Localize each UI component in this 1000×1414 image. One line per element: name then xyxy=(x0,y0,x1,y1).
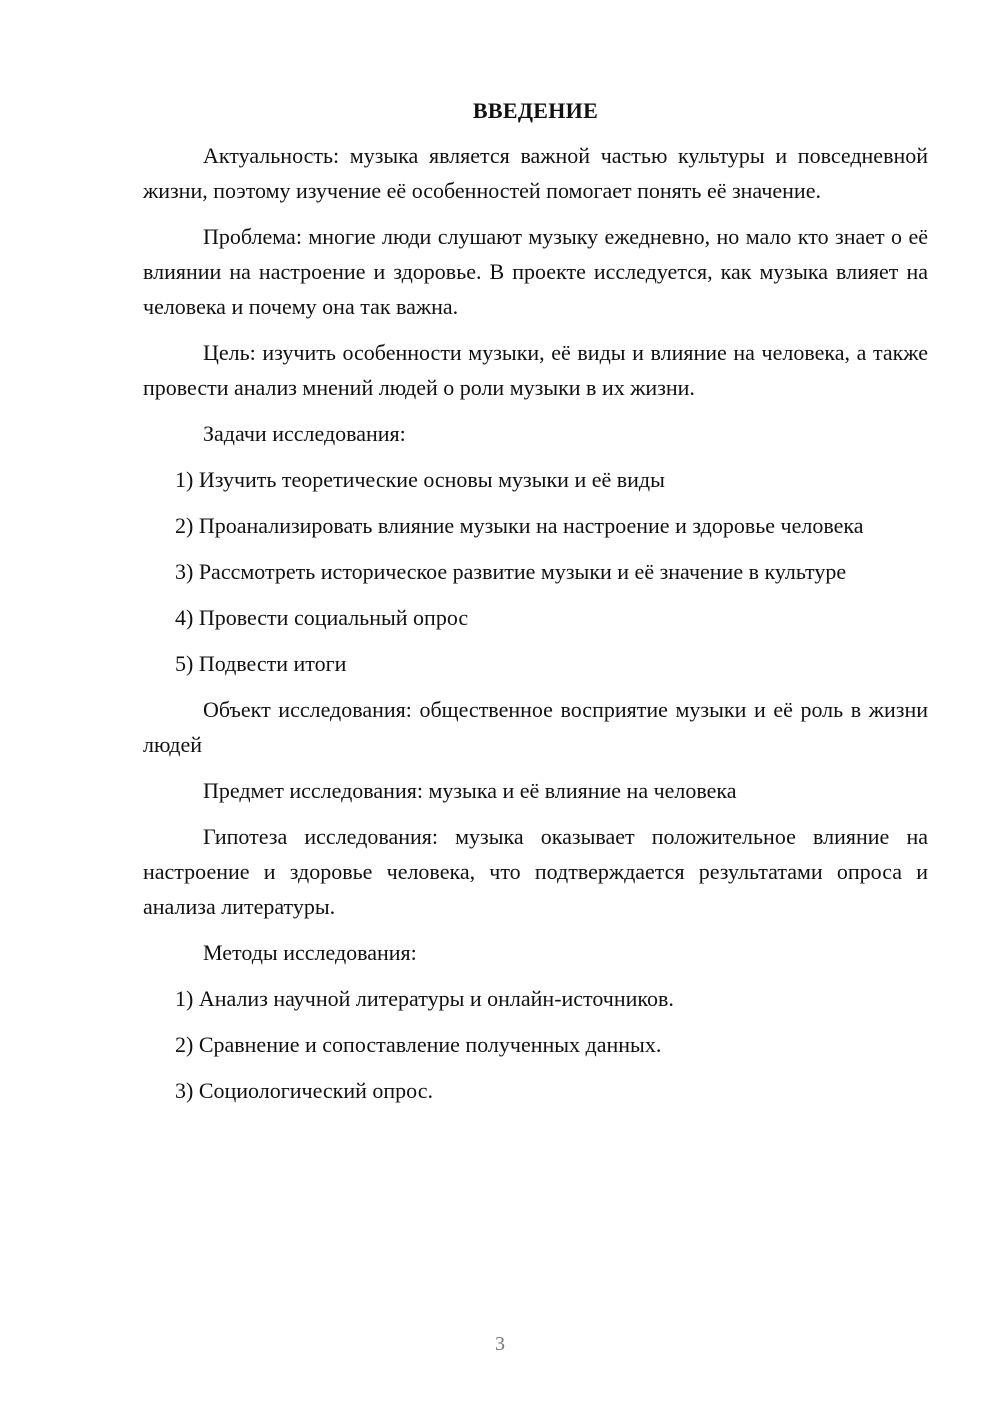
task-item-5: 5) Подвести итоги xyxy=(175,651,347,676)
relevance-paragraph: Актуальность: музыка является важной частью культуры и повседневной жизни, поэтому изучение её особенностей помогает понять её значение. xyxy=(143,143,928,203)
method-item-2: 2) Сравнение и сопоставление полученных данных. xyxy=(175,1032,662,1057)
task-item-3: 3) Рассмотреть историческое развитие музыки и её значение в культуре xyxy=(175,559,847,584)
task-item-4: 4) Провести социальный опрос xyxy=(175,605,469,630)
goal-paragraph: Цель: изучить особенности музыки, её виды и влияние на человека, а также провести анализ мнений людей о роли музыки в их жизни. xyxy=(143,340,928,400)
method-item-3: 3) Социологический опрос. xyxy=(175,1078,433,1103)
page-content xyxy=(143,96,928,1119)
hypothesis-paragraph: Гипотеза исследования: музыка оказывает положительное влияние на настроение и здоровье человека, что подтверждается результатами опроса и анализа литературы. xyxy=(143,824,928,919)
methods-heading: Методы исследования: xyxy=(203,940,417,965)
tasks-heading: Задачи исследования: xyxy=(203,421,406,446)
task-item-2: 2) Проанализировать влияние музыки на настроение и здоровье человека xyxy=(175,513,864,538)
problem-paragraph: Проблема: многие люди слушают музыку ежедневно, но мало кто знает о её влиянии на настроение и здоровье. В проекте исследуется, как музыка влияет на человека и почему она так важна. xyxy=(143,224,928,319)
object-paragraph: Объект исследования: общественное восприятие музыки и её роль в жизни людей xyxy=(143,697,928,757)
page-number: 3 xyxy=(495,1333,505,1355)
section-title: ВВЕДЕНИЕ xyxy=(472,98,599,123)
method-item-1: 1) Анализ научной литературы и онлайн-источников. xyxy=(175,986,674,1011)
task-item-1: 1) Изучить теоретические основы музыки и её виды xyxy=(175,467,665,492)
subject-paragraph: Предмет исследования: музыка и её влияние на человека xyxy=(203,778,737,803)
